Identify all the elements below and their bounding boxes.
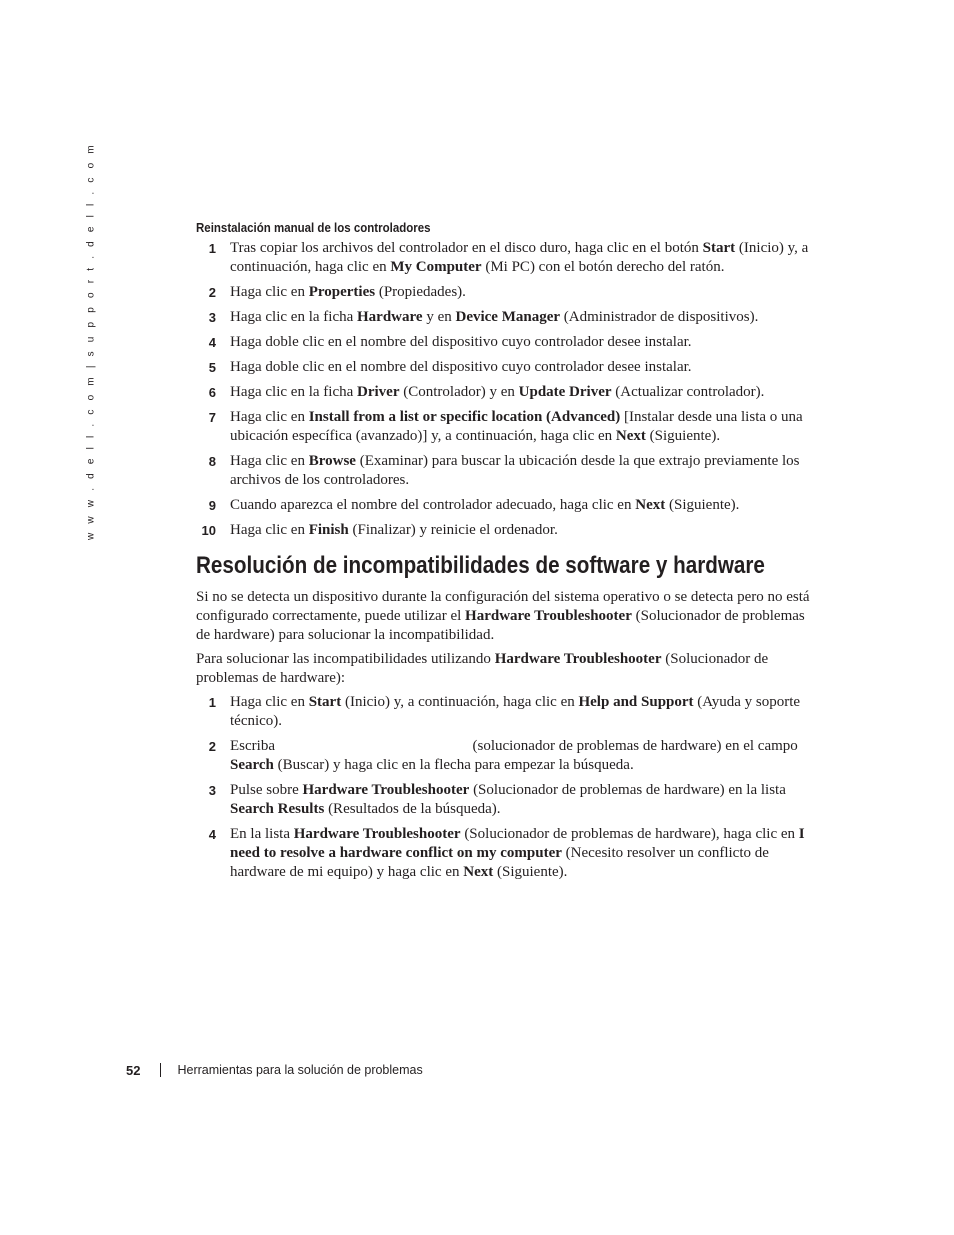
text-run: (Controlador) y en (399, 384, 519, 400)
step-item (196, 737, 816, 775)
text-run: Haga clic en la ficha (230, 309, 358, 325)
bold-term: Next (463, 864, 494, 880)
text-run: (Necesito resolver un conflicto de hardware de mi equipo) y haga clic en (230, 845, 769, 880)
bold-term: Start (702, 240, 736, 256)
text-run: Pulse sobre (230, 782, 303, 798)
text-run: Haga clic en (230, 453, 309, 469)
bold-term: Properties (308, 284, 376, 300)
text-run: Haga clic en (230, 284, 309, 300)
bold-term: Update Driver (518, 384, 612, 400)
bold-term: Hardware Troubleshooter (293, 826, 461, 842)
step-item (196, 283, 816, 302)
text-run: Haga clic en la ficha (230, 384, 358, 400)
bold-term: Hardware Troubleshooter (494, 651, 662, 667)
bold-term: Search Results (230, 801, 325, 817)
step-item (196, 496, 816, 515)
text-run: (Solucionador de problemas de hardware) para solucionar la incompatibilidad. (196, 608, 805, 643)
page-footer (126, 1060, 423, 1080)
step-text (230, 309, 758, 325)
bold-term: Install from a list or specific location (Advanced) (308, 409, 621, 425)
bold-term: Device Manager (455, 309, 561, 325)
step-item (196, 825, 816, 882)
step-number: 1 (208, 695, 216, 710)
step-item (196, 308, 816, 327)
text-run: (Buscar) y haga clic en la flecha para empezar la búsqueda. (273, 757, 634, 773)
step-text (230, 497, 739, 513)
text-run: (Actualizar controlador). (611, 384, 765, 400)
section-subheading: Reinstalación manual de los controladores (196, 221, 431, 235)
step-text (230, 782, 786, 817)
step-text (230, 453, 800, 488)
text-run: (Solucionador de problemas de hardware) en la lista (469, 782, 786, 798)
body-paragraph (196, 650, 816, 688)
step-number: 6 (208, 385, 216, 400)
text-run: (Inicio) y, a continuación, haga clic en (341, 694, 579, 710)
text-run: Tras copiar los archivos del controlador en el disco duro, haga clic en el botón (230, 240, 703, 256)
step-text (230, 694, 800, 729)
step-text (230, 240, 808, 275)
page-number: 52 (126, 1062, 141, 1078)
text-run: y en (422, 309, 456, 325)
text-run: (Administrador de dispositivos). (560, 309, 759, 325)
bold-term: I need to resolve a hardware conflict on my computer (230, 826, 805, 861)
text-run: (Siguiente). (665, 497, 740, 513)
step-number: 5 (208, 360, 216, 375)
text-run: (Siguiente). (645, 428, 721, 444)
text-run: (Mi PC) con el botón derecho del ratón. (481, 259, 725, 275)
step-text (230, 384, 764, 400)
bold-term: Finish (308, 522, 349, 538)
step-text (230, 359, 692, 375)
text-run: Haga clic en (230, 694, 309, 710)
step-number: 10 (201, 523, 216, 538)
step-number: 4 (208, 335, 216, 350)
step-item (196, 521, 816, 540)
bold-term: Next (635, 497, 666, 513)
step-number: 3 (208, 310, 216, 325)
step-number: 2 (208, 285, 216, 300)
text-run: [Instalar desde una lista o una ubicación específica (avanzado)] y, a continuación, haga clic en (230, 409, 803, 444)
step-text (230, 334, 692, 350)
bold-term: Hardware Troubleshooter (465, 608, 632, 624)
step-item (196, 452, 816, 490)
step-item (196, 358, 816, 377)
text-run: Para solucionar las incompatibilidades utilizando (196, 651, 495, 667)
step-number: 1 (208, 241, 216, 256)
step-number: 9 (208, 498, 216, 513)
intro-paragraphs (196, 588, 816, 688)
bold-term: Hardware (357, 309, 423, 325)
step-item (196, 333, 816, 352)
footer-section-title: Herramientas para la solución de problemas (177, 1063, 423, 1077)
bold-term: Next (615, 428, 646, 444)
bold-term: Start (308, 694, 342, 710)
page-content (196, 218, 816, 888)
text-run: (solucionador de problemas de hardware) en el campo (468, 738, 798, 754)
step-item (196, 408, 816, 446)
bold-term: Help and Support (578, 694, 694, 710)
section-heading: Resolución de incompatibilidades de software y hardware (196, 552, 765, 579)
text-run: Si no se detecta un dispositivo durante la configuración del sistema operativo o se detecta pero no está configurado correctamente, puede utilizar el (196, 589, 810, 624)
step-item (196, 781, 816, 819)
text-run: (Inicio) y, a continuación, haga clic en (230, 240, 809, 275)
text-run: (Solucionador de problemas de hardware): (196, 651, 769, 686)
step-number: 2 (208, 739, 216, 754)
step-item (196, 693, 816, 731)
text-run: (Examinar) para buscar la ubicación desde la que extrajo previamente los archivos de los controladores. (230, 453, 800, 488)
text-run: (Resultados de la búsqueda). (324, 801, 501, 817)
bold-term: Driver (357, 384, 400, 400)
text-run: (Finalizar) y reinicie el ordenador. (348, 522, 558, 538)
text-run: (Ayuda y soporte técnico). (230, 694, 801, 729)
text-run: Cuando aparezca el nombre del controlador adecuado, haga clic en (230, 497, 636, 513)
text-run: Haga clic en (230, 522, 309, 538)
bold-term: Browse (308, 453, 356, 469)
step-item (196, 383, 816, 402)
step-text (230, 409, 803, 444)
body-paragraph (196, 588, 816, 645)
bold-term: Hardware Troubleshooter (302, 782, 470, 798)
bold-term: Search (230, 757, 274, 773)
step-item (196, 239, 816, 277)
footer-divider (160, 1063, 161, 1077)
sidebar-url: w w w . d e l l . c o m | s u p p o r t . d e l l . c o m (85, 142, 97, 540)
text-run: (Siguiente). (493, 864, 568, 880)
text-run: (Propiedades). (375, 284, 466, 300)
troubleshooter-steps-list (196, 693, 816, 882)
step-text (230, 826, 805, 880)
text-run: Haga doble clic en el nombre del dispositivo cuyo controlador desee instalar. (230, 334, 692, 350)
text-run: Escriba (230, 738, 279, 754)
reinstall-steps-list (196, 239, 816, 540)
step-number: 7 (208, 410, 216, 425)
text-run: Haga clic en (230, 409, 309, 425)
step-text (230, 284, 466, 300)
step-number: 3 (208, 783, 216, 798)
step-text (230, 522, 558, 538)
step-number: 4 (208, 827, 216, 842)
bold-term: My Computer (390, 259, 482, 275)
text-run: Haga doble clic en el nombre del dispositivo cuyo controlador desee instalar. (230, 359, 692, 375)
text-run: (Solucionador de problemas de hardware), haga clic en (460, 826, 799, 842)
step-number: 8 (208, 454, 216, 469)
step-text (230, 738, 798, 773)
text-run: En la lista (230, 826, 294, 842)
